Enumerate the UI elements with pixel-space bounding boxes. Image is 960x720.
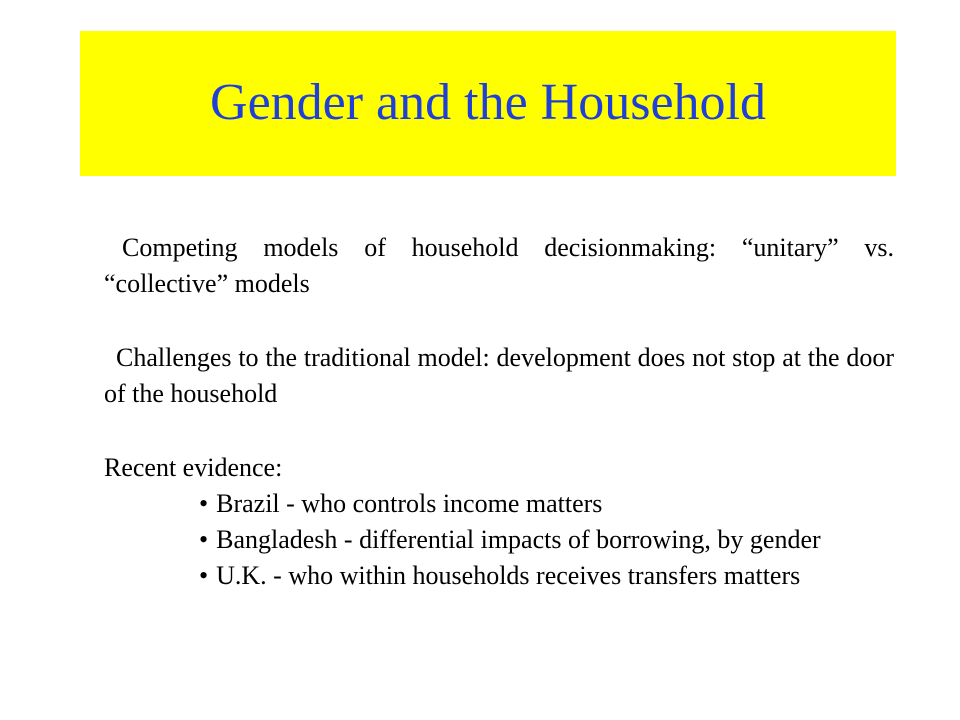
evidence-list xyxy=(104,486,894,594)
paragraph-challenges: Challenges to the traditional model: development does not stop at the door of the household xyxy=(104,343,894,408)
evidence-item-uk xyxy=(199,558,894,594)
title-banner xyxy=(80,31,896,176)
evidence-item-text: Brazil - who controls income matters xyxy=(216,489,603,518)
evidence-item-text: U.K. - who within households receives transfers matters xyxy=(216,561,801,590)
slide-title: Gender and the Household xyxy=(210,74,766,131)
evidence-item-brazil xyxy=(199,486,894,522)
evidence-heading: Recent evidence: xyxy=(104,453,283,482)
evidence-item-bangladesh xyxy=(199,522,894,558)
evidence-item-text: Bangladesh - differential impacts of borrowing, by gender xyxy=(216,525,821,554)
bullet-icon: • xyxy=(199,561,209,590)
paragraph-spacer xyxy=(104,412,894,450)
bullet-icon: • xyxy=(199,525,209,554)
slide-body xyxy=(104,230,894,594)
paragraph-competing-models: Competing models of household decisionmaking: “unitary” vs. “collective” models xyxy=(104,233,894,298)
bullet-icon: • xyxy=(199,489,209,518)
paragraph-spacer xyxy=(104,302,894,340)
